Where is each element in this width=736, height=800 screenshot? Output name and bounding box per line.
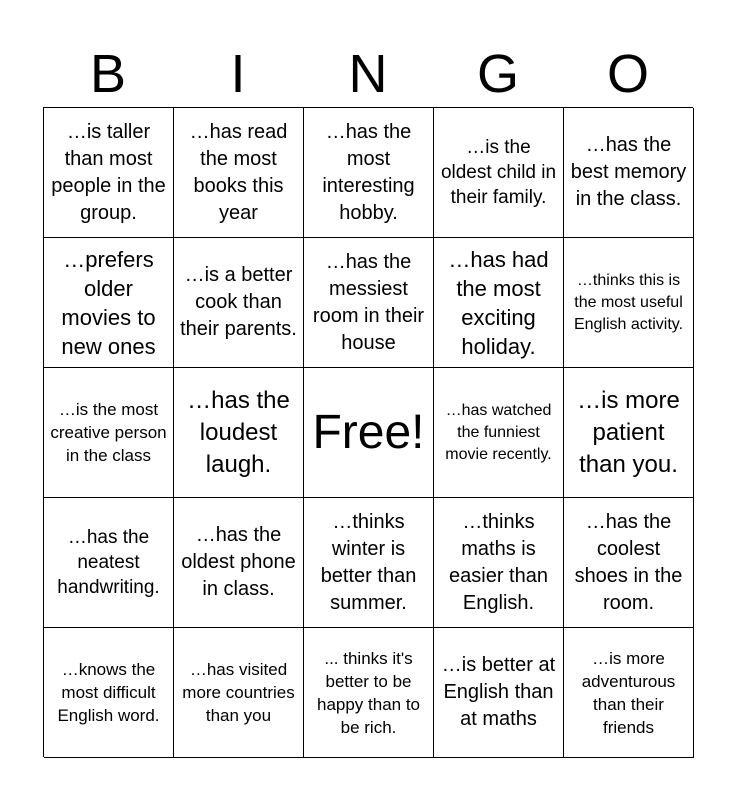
- header-letter-b: B: [89, 44, 127, 104]
- bingo-cell-r5c1[interactable]: [44, 628, 174, 758]
- cell-text: …is the most creative person in the class: [50, 400, 167, 465]
- bingo-cell-r1c1[interactable]: [44, 108, 174, 238]
- cell-text: …has the messiest room in their house: [312, 250, 425, 354]
- bingo-cell-r1c5[interactable]: [564, 108, 694, 238]
- bingo-cell-r4c2[interactable]: [174, 498, 304, 628]
- cell-text: …has the oldest phone in class.: [181, 524, 296, 600]
- bingo-cell-r2c1[interactable]: [44, 238, 174, 368]
- cell-text: …has watched the funniest movie recently.: [445, 401, 552, 463]
- bingo-cell-r4c5[interactable]: [564, 498, 694, 628]
- cell-text: …thinks winter is better than summer.: [320, 510, 417, 614]
- header-letter-g: G: [476, 44, 519, 104]
- cell-text: …is a better cook than their parents.: [180, 264, 297, 340]
- cell-text: …is more patient than you.: [577, 386, 680, 478]
- cell-text: …prefers older movies to new ones: [61, 246, 156, 359]
- cell-text: …is more adventurous than their friends: [581, 648, 676, 737]
- bingo-cell-r3c1[interactable]: [44, 368, 174, 498]
- bingo-cell-r5c5[interactable]: [564, 628, 694, 758]
- cell-text: …thinks maths is easier than English.: [449, 510, 548, 614]
- bingo-cell-r1c4[interactable]: [434, 108, 564, 238]
- cell-text: …is taller than most people in the group.: [51, 120, 166, 224]
- cell-text: …is the oldest child in their family.: [440, 137, 557, 208]
- cell-text: …has the neatest handwriting.: [57, 527, 160, 598]
- header-letter-o: O: [606, 44, 649, 104]
- cell-text: …has the most interesting hobby.: [322, 120, 415, 224]
- bingo-cell-r3c4[interactable]: [434, 368, 564, 498]
- bingo-board: [43, 107, 693, 757]
- free-space-text: Free!: [312, 405, 425, 459]
- bingo-cell-r4c3[interactable]: [304, 498, 434, 628]
- cell-text: …has the coolest shoes in the room.: [574, 510, 683, 614]
- bingo-cell-r5c3[interactable]: [304, 628, 434, 758]
- bingo-cell-r5c2[interactable]: [174, 628, 304, 758]
- bingo-cell-r3c5[interactable]: [564, 368, 694, 498]
- cell-text: …has read the most books this year: [189, 120, 288, 224]
- bingo-cell-r2c3[interactable]: [304, 238, 434, 368]
- bingo-cell-r1c3[interactable]: [304, 108, 434, 238]
- bingo-cell-r2c5[interactable]: [564, 238, 694, 368]
- cell-text: …has had the most exciting holiday.: [448, 246, 549, 359]
- cell-text: …is better at English than at maths: [441, 654, 556, 730]
- cell-text: …has visited more countries than you: [182, 660, 295, 725]
- bingo-cell-r5c4[interactable]: [434, 628, 564, 758]
- cell-text: …knows the most difficult English word.: [57, 660, 160, 725]
- cell-text: ... thinks it's better to be happy than to be rich.: [316, 648, 421, 737]
- bingo-cell-free[interactable]: [304, 368, 434, 498]
- bingo-cell-r3c2[interactable]: [174, 368, 304, 498]
- bingo-cell-r4c1[interactable]: [44, 498, 174, 628]
- bingo-cell-r2c4[interactable]: [434, 238, 564, 368]
- cell-text: …thinks this is the most useful English activity.: [573, 271, 684, 333]
- cell-text: …has the best memory in the class.: [570, 134, 687, 210]
- cell-text: …has the loudest laugh.: [187, 386, 290, 478]
- bingo-header: [43, 44, 693, 104]
- header-letter-n: N: [348, 44, 388, 104]
- bingo-cell-r1c2[interactable]: [174, 108, 304, 238]
- bingo-cell-r4c4[interactable]: [434, 498, 564, 628]
- header-letter-i: I: [230, 44, 246, 104]
- bingo-cell-r2c2[interactable]: [174, 238, 304, 368]
